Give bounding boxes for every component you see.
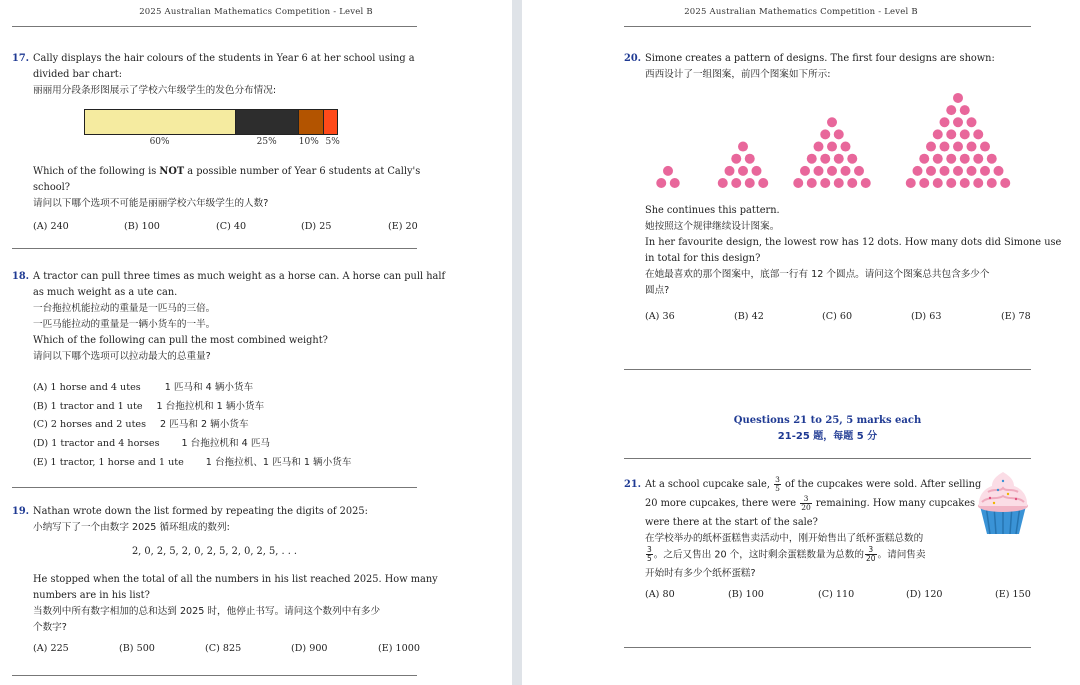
question-text-zh: 小纳写下了一个由数字 2025 循环组成的数列: xyxy=(33,522,230,533)
design-4 xyxy=(906,93,1011,188)
dot xyxy=(834,178,844,188)
dot xyxy=(919,178,929,188)
dot xyxy=(758,178,768,188)
dot xyxy=(960,178,970,188)
dot xyxy=(973,129,983,139)
dot xyxy=(854,166,864,176)
dot xyxy=(800,166,810,176)
question-text-zh: 开始时有多少个纸杯蛋糕? xyxy=(645,568,756,579)
question-text-zh: 她按照这个规律继续设计图案。 xyxy=(645,221,780,232)
option-d[interactable]: (D) 63 xyxy=(911,311,942,322)
dot xyxy=(940,117,950,127)
fraction-three-fifths: $\frac{3}{5}$ xyxy=(647,545,652,563)
question-text: as much weight as a ute can. xyxy=(33,287,178,298)
question-text: 20 more cupcakes, there were $\frac{3}{20}$ remaining. How many cupcakes xyxy=(645,494,976,512)
dot xyxy=(847,154,857,164)
option-c[interactable]: (C) 40 xyxy=(216,221,247,232)
dot xyxy=(967,166,977,176)
dot xyxy=(807,154,817,164)
dot xyxy=(919,154,929,164)
page-gutter xyxy=(512,0,522,685)
option-a[interactable]: (A) 240 xyxy=(33,221,69,232)
question-text: divided bar chart: xyxy=(33,69,122,80)
dot xyxy=(960,129,970,139)
question-text-zh: 一匹马能拉动的重量是一辆小货车的一半。 xyxy=(33,319,216,330)
dot xyxy=(960,154,970,164)
dot xyxy=(745,154,755,164)
dot xyxy=(1000,178,1010,188)
question-number: 17. xyxy=(12,53,30,64)
question-divider xyxy=(12,487,417,488)
dot xyxy=(994,166,1004,176)
dot xyxy=(738,166,748,176)
dot xyxy=(807,178,817,188)
option-a[interactable]: (A) 1 horse and 4 utes 1 匹马和 4 辆小货车 xyxy=(33,382,254,393)
dot xyxy=(656,178,666,188)
dot xyxy=(987,178,997,188)
dot xyxy=(663,166,673,176)
bar-segment-25pct xyxy=(236,110,299,134)
question-text: school? xyxy=(33,182,71,193)
question-text-zh: 在学校举办的纸杯蛋糕售卖活动中，刚开始售出了纸杯蛋糕总数的 xyxy=(645,533,924,544)
dot xyxy=(731,178,741,188)
question-divider xyxy=(624,647,1031,648)
dot xyxy=(953,142,963,152)
option-e[interactable]: (E) 1 tractor, 1 horse and 1 ute 1 台拖拉机、1 匹马和 1 辆小货车 xyxy=(33,456,352,468)
question-text: He stopped when the total of all the numbers in his list reached 2025. How many xyxy=(33,574,438,585)
question-text: Cally displays the hair colours of the students in Year 6 at her school using a xyxy=(33,53,415,64)
option-c[interactable]: (C) 825 xyxy=(205,643,242,654)
dot xyxy=(953,117,963,127)
dot xyxy=(725,166,735,176)
dot xyxy=(814,142,824,152)
question-text: numbers are in his list? xyxy=(33,590,150,601)
question-number: 18. xyxy=(12,271,30,282)
dot xyxy=(913,166,923,176)
dot xyxy=(827,117,837,127)
option-d[interactable]: (D) 25 xyxy=(301,221,332,232)
cupcake-icon xyxy=(972,470,1034,536)
dot xyxy=(752,166,762,176)
dot xyxy=(967,117,977,127)
bar-segment-60pct xyxy=(85,110,236,134)
question-text: She continues this pattern. xyxy=(645,205,780,216)
dot xyxy=(841,142,851,152)
question-text: In her favourite design, the lowest row has 12 dots. How many dots did Simone use xyxy=(645,237,1062,248)
bar-label: 25% xyxy=(256,137,277,147)
question-text-zh: 个数字? xyxy=(33,622,67,633)
dot xyxy=(933,154,943,164)
bar-label: 60% xyxy=(149,137,170,147)
header-rule xyxy=(12,26,417,27)
dot xyxy=(731,154,741,164)
option-d[interactable]: (D) 900 xyxy=(291,643,328,654)
option-a[interactable]: (A) 80 xyxy=(645,589,675,600)
dot xyxy=(847,178,857,188)
bar-label: 10% xyxy=(298,137,319,147)
question-text-zh: 请问以下哪个选项可以拉动最大的总重量? xyxy=(33,351,211,362)
question-text-zh: 西西设计了一组图案，前四个图案如下所示: xyxy=(645,69,831,80)
option-d[interactable]: (D) 1 tractor and 4 horses 1 台拖拉机和 4 匹马 xyxy=(33,438,271,450)
dot xyxy=(980,166,990,176)
bar-segment-5pct xyxy=(324,110,337,134)
question-text: Which of the following can pull the most combined weight? xyxy=(33,335,328,346)
dot xyxy=(933,129,943,139)
dot xyxy=(926,142,936,152)
option-e[interactable]: (E) 150 xyxy=(995,589,1031,600)
option-c[interactable]: (C) 110 xyxy=(818,589,855,600)
question-text: were there at the start of the sale? xyxy=(645,517,818,528)
question-text: in total for this design? xyxy=(645,253,761,264)
dot-pattern-figure xyxy=(522,88,1080,200)
question-text-zh: 圆点? xyxy=(645,285,670,296)
dot xyxy=(841,166,851,176)
section-heading-en: Questions 21 to 25, 5 marks each xyxy=(733,415,922,426)
option-b[interactable]: (B) 42 xyxy=(734,311,764,322)
question-number: 20. xyxy=(624,53,642,64)
dot xyxy=(827,142,837,152)
bar-segment-10pct xyxy=(299,110,324,134)
dot xyxy=(926,166,936,176)
options-20 xyxy=(645,311,1031,327)
option-c[interactable]: (C) 2 horses and 2 utes 2 匹马和 2 辆小货车 xyxy=(33,419,249,431)
options-21 xyxy=(645,589,1031,605)
question-text: Nathan wrote down the list formed by repeating the digits of 2025: xyxy=(33,506,368,517)
dot xyxy=(960,105,970,115)
dot xyxy=(738,142,748,152)
design-1 xyxy=(656,166,680,188)
option-b[interactable]: (B) 500 xyxy=(119,643,155,654)
dot xyxy=(834,154,844,164)
dot xyxy=(827,166,837,176)
dot xyxy=(820,154,830,164)
options-18 xyxy=(33,379,433,472)
running-header: 2025 Australian Mathematics Competition - Level B xyxy=(139,7,373,17)
dot xyxy=(987,154,997,164)
bar-label: 5% xyxy=(325,137,340,147)
dot xyxy=(940,142,950,152)
fraction-three-fifths: $\frac{3}{5}$ xyxy=(775,475,780,493)
options-19 xyxy=(33,643,420,659)
page-left xyxy=(0,0,512,685)
dot xyxy=(820,178,830,188)
dot xyxy=(834,129,844,139)
dot xyxy=(953,166,963,176)
option-b[interactable]: (B) 100 xyxy=(728,589,764,600)
question-text: A tractor can pull three times as much weight as a horse can. A horse can pull half xyxy=(33,271,446,282)
option-d[interactable]: (D) 120 xyxy=(906,589,943,600)
option-b[interactable]: (B) 1 tractor and 1 ute 1 台拖拉机和 1 辆小货车 xyxy=(33,400,265,412)
dot xyxy=(814,166,824,176)
dot xyxy=(973,178,983,188)
dot xyxy=(793,178,803,188)
question-number: 21. xyxy=(624,479,642,490)
design-2 xyxy=(718,142,769,188)
option-a[interactable]: (A) 36 xyxy=(645,311,675,322)
dot xyxy=(933,178,943,188)
question-number: 19. xyxy=(12,506,30,517)
question-text: At a school cupcake sale, $\frac{3}{5}$ of the cupcakes were sold. After selling xyxy=(645,475,982,493)
option-e[interactable]: (E) 20 xyxy=(388,221,418,232)
options-17 xyxy=(33,221,417,237)
fraction-three-twentieths: $\frac{3}{20}$ xyxy=(801,494,811,512)
question-divider xyxy=(12,675,417,676)
dot xyxy=(946,154,956,164)
dot xyxy=(861,178,871,188)
dot xyxy=(906,178,916,188)
question-divider xyxy=(12,248,417,249)
section-heading xyxy=(624,413,1031,445)
question-text-zh: 当数列中所有数字相加的总和达到 2025 时，他停止书写。请问这个数列中有多少 xyxy=(33,606,381,617)
question-text-zh: 请问以下哪个选项不可能是丽丽学校六年级学生的人数? xyxy=(33,198,269,209)
fraction-three-twentieths: $\frac{3}{20}$ xyxy=(865,545,876,563)
header-rule xyxy=(624,26,1031,27)
dot xyxy=(940,166,950,176)
dot xyxy=(973,154,983,164)
divided-bar-chart xyxy=(84,109,338,135)
option-a[interactable]: (A) 225 xyxy=(33,643,69,654)
option-b[interactable]: (B) 100 xyxy=(124,221,160,232)
option-c[interactable]: (C) 60 xyxy=(822,311,853,322)
question-text: Which of the following is NOT a possible number of Year 6 students at Cally's xyxy=(33,166,421,177)
section-heading-zh: 21-25 题，每题 5 分 xyxy=(777,431,878,442)
question-divider xyxy=(624,369,1031,370)
dot xyxy=(946,178,956,188)
dot xyxy=(745,178,755,188)
question-text-zh: $\frac{3}{5}$ 。之后又售出 20 个，这时剩余蛋糕数量为总数的 $\frac{3}{20}$ 。请问售卖 xyxy=(647,545,926,563)
dot xyxy=(820,129,830,139)
option-e[interactable]: (E) 78 xyxy=(1001,311,1031,322)
dot xyxy=(953,93,963,103)
question-text-zh: 丽丽用分段条形图展示了学校六年级学生的发色分布情况: xyxy=(33,85,277,96)
dot xyxy=(946,105,956,115)
design-3 xyxy=(793,117,871,188)
dot xyxy=(718,178,728,188)
digit-sequence: 2, 0, 2, 5, 2, 0, 2, 5, 2, 0, 2, 5, . . . xyxy=(131,546,298,557)
running-header: 2025 Australian Mathematics Competition - Level B xyxy=(684,7,918,17)
option-e[interactable]: (E) 1000 xyxy=(378,643,420,654)
dot xyxy=(980,142,990,152)
dot xyxy=(670,178,680,188)
section-divider xyxy=(624,458,1031,459)
question-text: Simone creates a pattern of designs. The first four designs are shown: xyxy=(645,53,995,64)
dot xyxy=(967,142,977,152)
question-text-zh: 在她最喜欢的那个图案中，底部一行有 12 个圆点。请问这个图案总共包含多少个 xyxy=(645,269,990,280)
page-right xyxy=(522,0,1080,685)
question-text-zh: 一台拖拉机能拉动的重量是一匹马的三倍。 xyxy=(33,303,216,314)
dot xyxy=(946,129,956,139)
